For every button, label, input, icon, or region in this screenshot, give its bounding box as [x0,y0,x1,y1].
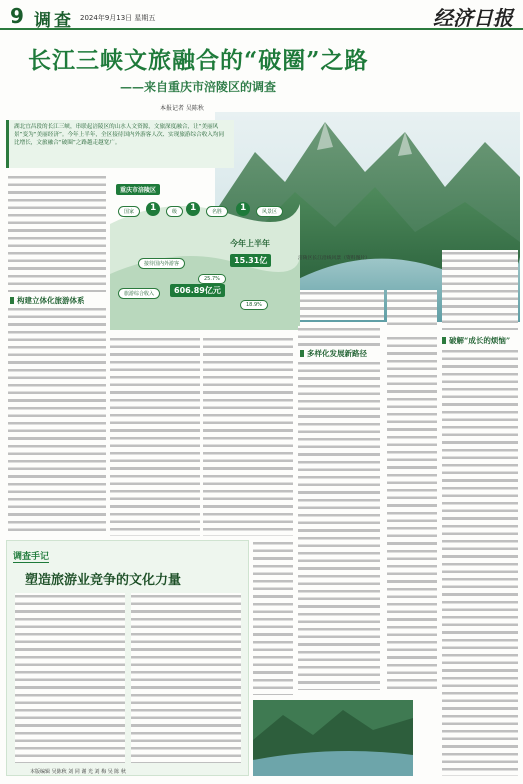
info-number-circle: 1 [186,202,200,216]
page-header [0,0,523,30]
byline: 本报记者 吴陈秋 [160,105,204,112]
income-value: 606.89亿元 [170,284,225,297]
percent-badge: 25.7% [198,274,226,284]
info-label: 名胜 [206,206,228,217]
income-label: 旅游综合收入 [118,288,160,299]
newspaper-masthead: 经济日报 [433,6,513,30]
body-text-column [8,306,106,536]
article-title: 长江三峡文旅融合的“破圈”之路 [28,47,369,74]
page-number: 9 [10,4,24,28]
body-text-column [442,348,518,776]
body-text-column [253,540,293,695]
body-text-column [300,290,384,320]
body-text-column [8,174,106,292]
info-label: 风景区 [256,206,283,217]
issue-date: 2024年9月13日 星期五 [80,14,156,22]
photo-caption: 涪陵区长江沿线风景（资料图片） [298,256,370,261]
visitors-value: 15.31亿 [230,254,271,267]
lead-paragraph: 湖北宜昌段的长江三峡，串联起涪陵区的山水人文资源，文旅深度融合，让“美丽风景”变为“美丽经济”。今年上半年，全区接待国内外游客人次、实现旅游综合收入均同比增长，文旅融合“破圈”之路越走越宽广。 [6,120,234,168]
half-year-title: 今年上半年 [230,238,270,248]
commentary-tag: 调查手记 [13,549,49,563]
body-text-column [298,360,380,690]
body-text-column [387,290,437,330]
subhead-1: 构建立体化旅游体系 [10,295,85,306]
section-label: 调查 [34,11,74,31]
info-label: 级 [166,206,183,217]
commentary-title: 塑造旅游业竞争的文化力量 [25,573,182,588]
subhead-2: 多样化发展新路径 [300,348,367,359]
body-text-column [298,326,380,346]
commentary-text [15,593,125,763]
info-number-circle: 1 [146,202,160,216]
info-number-circle: 1 [236,202,250,216]
article-subtitle: ——来自重庆市涪陵区的调查 [120,80,277,94]
body-text-column [110,336,200,536]
body-text-column [387,335,437,690]
commentary-box [6,540,249,776]
percent-badge: 18.9% [240,300,268,310]
editor-credits: 本版编辑 吴陈秋 刘 同 谢 光 刘 梅 吴 陈 秋 [30,769,126,775]
subhead-3: 破解“成长的烦恼” [442,335,510,346]
infographic-title: 重庆市涪陵区 [116,184,160,195]
body-text-column [442,250,518,330]
tourism-infographic [110,180,300,330]
info-label: 国家 [118,206,140,217]
commentary-text [131,593,241,763]
river-photo [253,700,413,776]
body-text-column [203,336,293,536]
visitors-label: 接待国内外游客 [138,258,185,269]
